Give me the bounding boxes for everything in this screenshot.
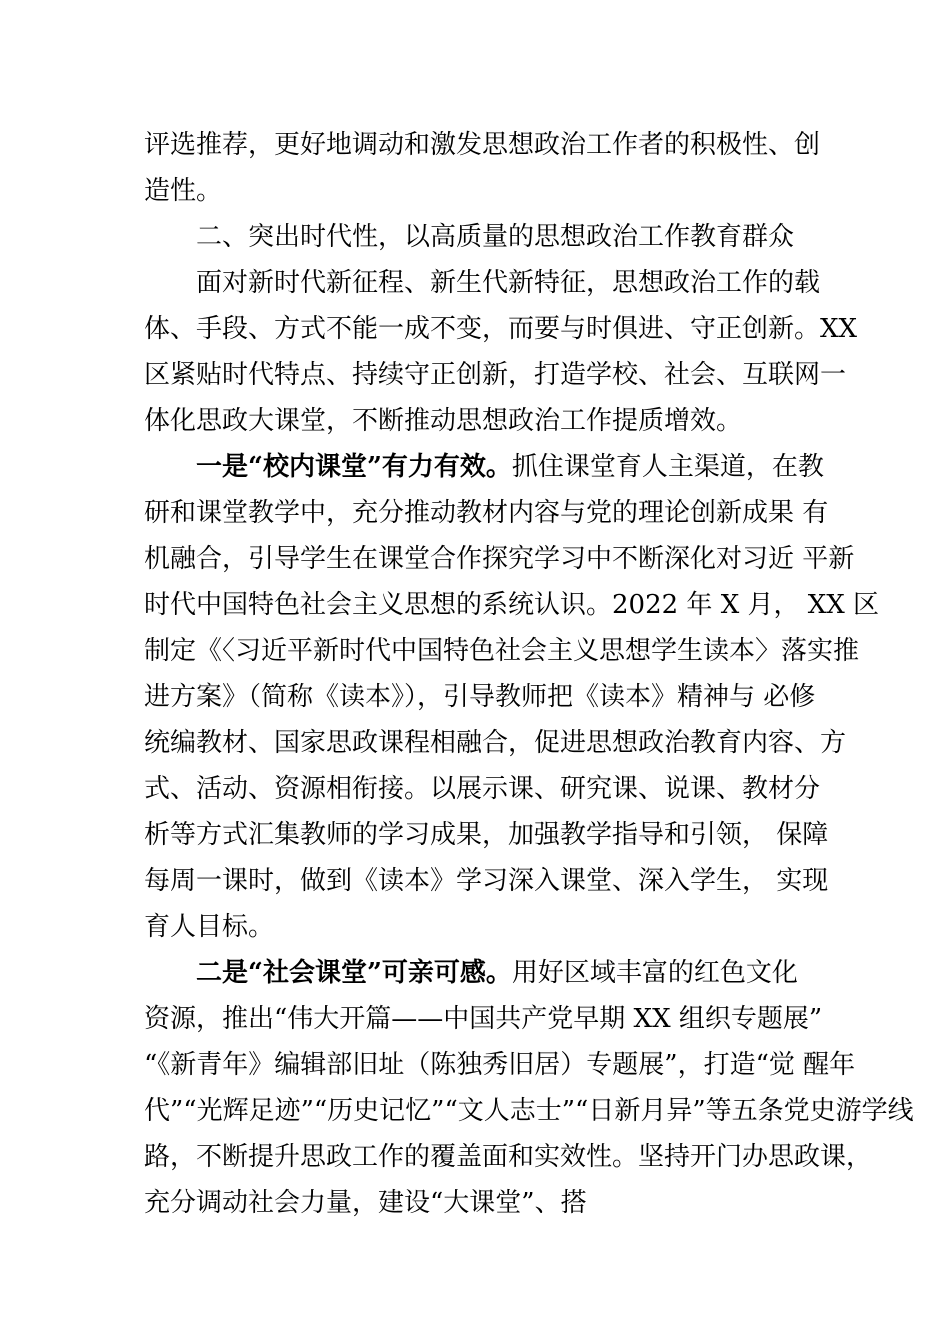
section-heading: 二、突出时代性，以高质量的思想政治工作教育群众	[196, 222, 795, 252]
text-line: 进方案》（简称《读本》），引导教师把《读本》精神与 必修	[144, 682, 816, 712]
text-line: 析等方式汇集教师的学习成果，加强教学指导和引领， 保障	[144, 820, 829, 850]
text-line: 研和课堂教学中，充分推动教材内容与党的理论创新成果 有	[144, 498, 829, 528]
paragraph-start	[144, 950, 834, 996]
text-line: 评选推荐，更好地调动和激发思想政治工作者的积极性、创	[144, 130, 821, 160]
text-line: 代”“光辉足迹”“历史记忆”“文人志士”“日新月异”等五条党史游学线	[144, 1096, 914, 1126]
text-line: 造性。	[144, 176, 223, 206]
text-line: “《新青年》编辑部旧址（陈独秀旧居）专题展”，打造“觉 醒年	[144, 1050, 856, 1080]
body-text	[144, 122, 914, 1226]
text-line: 体化思政大课堂，不断推动思想政治工作提质增效。	[144, 406, 743, 436]
text-line: 育人目标。	[144, 912, 275, 942]
text-line: 机融合，引导学生在课堂合作探究学习中不断深化对习近 平新	[144, 544, 855, 574]
text-line: 充分调动社会力量，建设“大课堂”、搭	[144, 1188, 587, 1218]
text-line: 面对新时代新征程、新生代新特征，思想政治工作的载	[196, 268, 821, 298]
text-line: 每周一课时，做到《读本》学习深入课堂、深入学生， 实现	[144, 866, 829, 896]
text-line: 制定《〈习近平新时代中国特色社会主义思想学生读本〉落实推	[144, 636, 860, 666]
bold-lead-society: 二是“社会课堂”可亲可感。	[196, 958, 512, 988]
bold-lead-school: 一是“校内课堂”有力有效。	[196, 452, 512, 482]
text-line: 式、活动、资源相衔接。以展示课、研究课、说课、教材分	[144, 774, 821, 804]
text-line: 区紧贴时代特点、持续守正创新，打造学校、社会、互联网一	[144, 360, 847, 390]
text-line: 时代中国特色社会主义思想的系统认识。2022 年 X 月， XX 区	[144, 590, 880, 620]
text-line: 统编教材、国家思政课程相融合，促进思想政治教育内容、方	[144, 728, 847, 758]
text-run: 抓住课堂育人主渠道，在教	[511, 452, 824, 482]
text-run: 用好区域丰富的红色文化	[511, 958, 798, 988]
text-line: 资源，推出“伟大开篇——中国共产党早期 XX 组织专题展”	[144, 1004, 823, 1034]
text-line: 路，不断提升思政工作的覆盖面和实效性。坚持开门办思政课，	[144, 1142, 873, 1172]
text-line: 体、手段、方式不能一成不变，而要与时俱进、守正创新。XX	[144, 314, 858, 344]
paragraph-start	[144, 444, 834, 490]
